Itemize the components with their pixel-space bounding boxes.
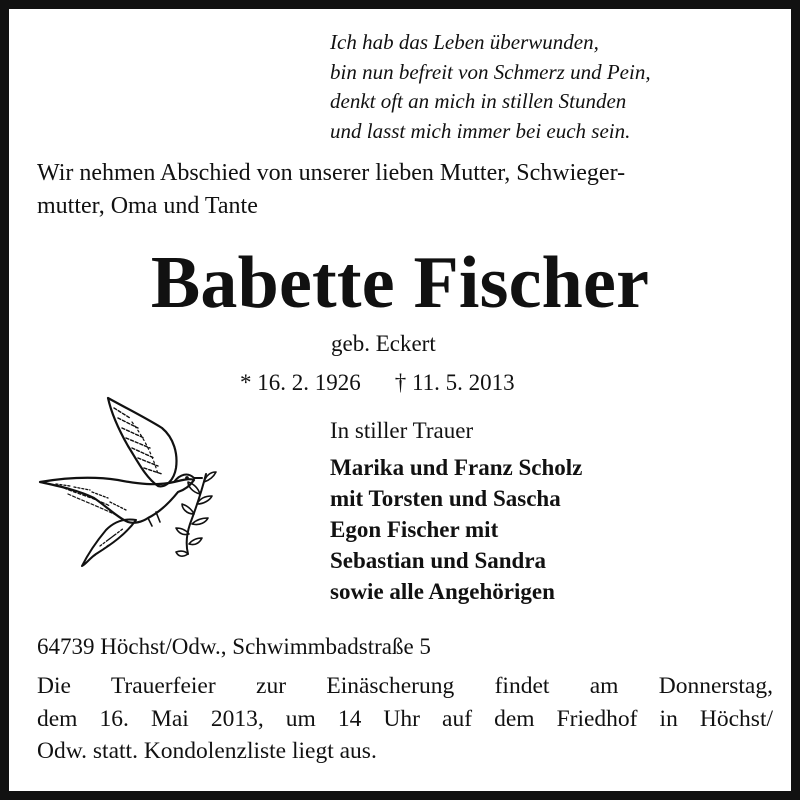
mourner-line: Sebastian und Sandra <box>330 548 547 573</box>
birth-name: geb. Eckert <box>331 331 436 356</box>
life-dates <box>240 369 515 397</box>
dove-with-olive-branch-icon <box>34 394 220 570</box>
mourner-line: Marika und Franz Scholz <box>330 455 583 480</box>
service-info <box>37 670 773 768</box>
mourner-line: mit Torsten und Sascha <box>330 486 561 511</box>
address: 64739 Höchst/Odw., Schwimmbadstraße 5 <box>37 634 431 659</box>
mourner-line: sowie alle Angehörigen <box>330 579 555 604</box>
service-line: Odw. statt. Kondolenzliste liegt aus. <box>37 738 377 764</box>
poem <box>330 28 651 146</box>
service-line: Die Trauerfeier zur Einäscherung findet am Donnerstag, <box>37 673 773 699</box>
poem-line: und lasst mich immer bei euch sein. <box>330 118 631 143</box>
poem-line: denkt oft an mich in stillen Stunden <box>330 89 627 113</box>
poem-line: Ich hab das Leben überwunden, <box>330 30 599 54</box>
deceased-name: Babette Fischer <box>150 242 650 324</box>
intro-text <box>37 157 625 223</box>
service-line: dem 16. Mai 2013, um 14 Uhr auf dem Friedhof in Höchst/ <box>37 705 773 732</box>
mourning-intro: In stiller Trauer <box>330 418 474 443</box>
death-date: † 11. 5. 2013 <box>394 370 515 395</box>
intro-line: Wir nehmen Abschied von unserer lieben Mutter, Schwieger- <box>37 160 626 186</box>
poem-line: bin nun befreit von Schmerz und Pein, <box>330 59 651 84</box>
mourners-list <box>330 452 582 607</box>
birth-date: * 16. 2. 1926 <box>240 370 361 395</box>
intro-line: mutter, Oma und Tante <box>37 193 258 219</box>
mourner-line: Egon Fischer mit <box>330 517 499 542</box>
